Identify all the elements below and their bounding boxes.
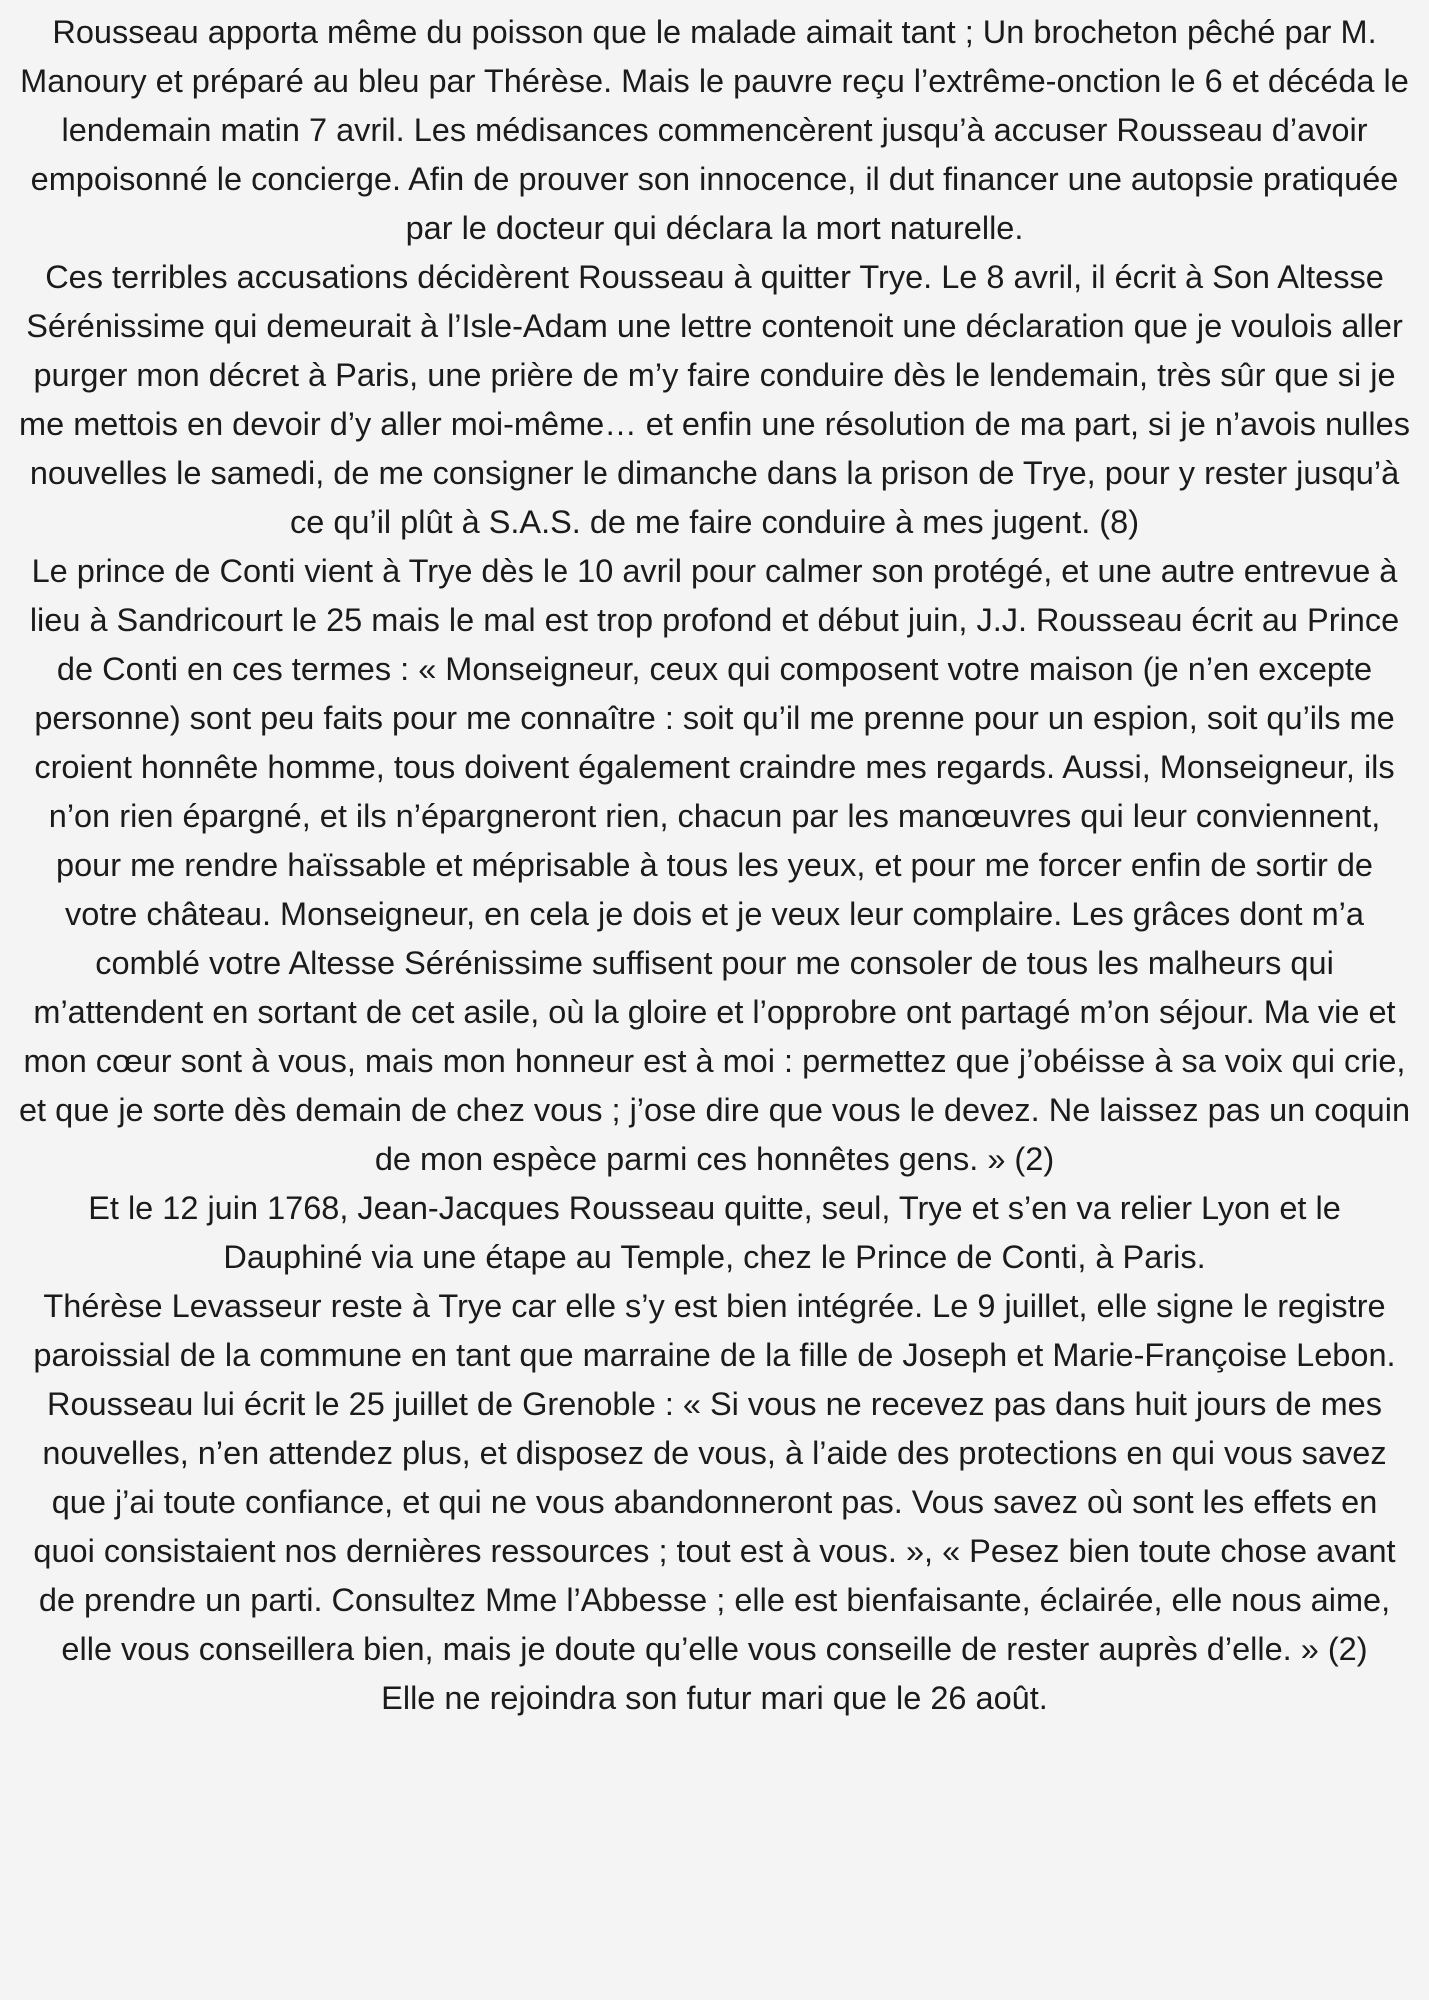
paragraph-therese: Thérèse Levasseur reste à Trye car elle s’y est bien intégrée. Le 9 juillet, elle signe le registre paroissial de la commune en tant que marraine de la fille de Joseph et Marie-Françoise Lebon. — [33, 1288, 1396, 1373]
paragraph-depart: Et le 12 juin 1768, Jean-Jacques Rousseau quitte, seul, Trye et s’en va relier Lyon et le Dauphiné via une étape au Temple, chez le Prince de Conti, à Paris. — [88, 1190, 1341, 1275]
paragraph-poisson: Rousseau apporta même du poisson que le malade aimait tant ; Un brocheton pêché par M. Manoury et préparé au bleu par Thérèse. Mais le pauvre reçu l’extrême-onction le 6 et décéda le lendemain matin 7 avril. Les médisances commencèrent jusqu’à accuser Rousseau d’avoir empoisonné le concierge. Afin de prouver son innocence, il dut financer une autopsie pratiquée par le docteur qui déclara la mort naturelle. — [20, 14, 1409, 246]
paragraph-accusations: Ces terribles accusations décidèrent Rousseau à quitter Trye. Le 8 avril, il écrit à Son Altesse Sérénissime qui demeurait à l’Isle-Adam une lettre contenoit une déclaration que je voulois aller purger mon décret à Paris, une prière de m’y faire conduire dès le lendemain, très sûr que si je me mettois en devoir d’y aller moi-même… et enfin une résolution de ma part, si je n’avois nulles nouvelles le samedi, de me consigner le dimanche dans la prison de Trye, pour y rester jusqu’à ce qu’il plût à S.A.S. de me faire conduire à mes jugent. (8) — [19, 259, 1410, 540]
paragraph-lettre-conti: Le prince de Conti vient à Trye dès le 10 avril pour calmer son protégé, et une autre entrevue à lieu à Sandricourt le 25 mais le mal est trop profond et début juin, J.J. Rousseau écrit au Prince de Conti en ces termes : « Monseigneur, ceux qui composent votre maison (je n’en excepte personne) sont peu faits pour me connaître : soit qu’il me prenne pour un espion, soit qu’ils me croient honnête homme, tous doivent également craindre mes regards. Aussi, Monseigneur, ils n’on rien épargné, et ils n’épargneront rien, chacun par les manœuvres qui leur conviennent, pour me rendre haïssable et méprisable à tous les yeux, et pour me forcer enfin de sortir de votre château. Monseigneur, en cela je dois et je veux leur complaire. Les grâces dont m’a comblé votre Altesse Sérénissime suffisent pour me consoler de tous les malheurs qui m’attendent en sortant de cet asile, où la gloire et l’opprobre ont partagé m’on séjour. Ma vie et mon cœur sont à vous, mais mon honneur est à moi : permettez que j’obéisse à sa voix qui crie, et que je sorte dès demain de chez vous ; j’ose dire que vous le devez. Ne laissez pas un coquin de mon espèce parmi ces honnêtes gens. » (2) — [18, 553, 1411, 1177]
paragraph-lettre-grenoble: Rousseau lui écrit le 25 juillet de Grenoble : « Si vous ne recevez pas dans huit jours de mes nouvelles, n’en attendez plus, et disposez de vous, à l’aide des protections en qui vous savez que j’ai toute confiance, et qui ne vous abandonneront pas. Vous savez où sont les effets en quoi consistaient nos dernières ressources ; tout est à vous. », « Pesez bien toute chose avant de prendre un parti. Consultez Mme l’Abbesse ; elle est bienfaisante, éclairée, elle nous aime, elle vous conseillera bien, mais je doute qu’elle vous conseille de rester auprès d’elle. » (2) — [33, 1386, 1396, 1667]
paragraph-conclusion: Elle ne rejoindra son futur mari que le 26 août. — [381, 1680, 1048, 1716]
